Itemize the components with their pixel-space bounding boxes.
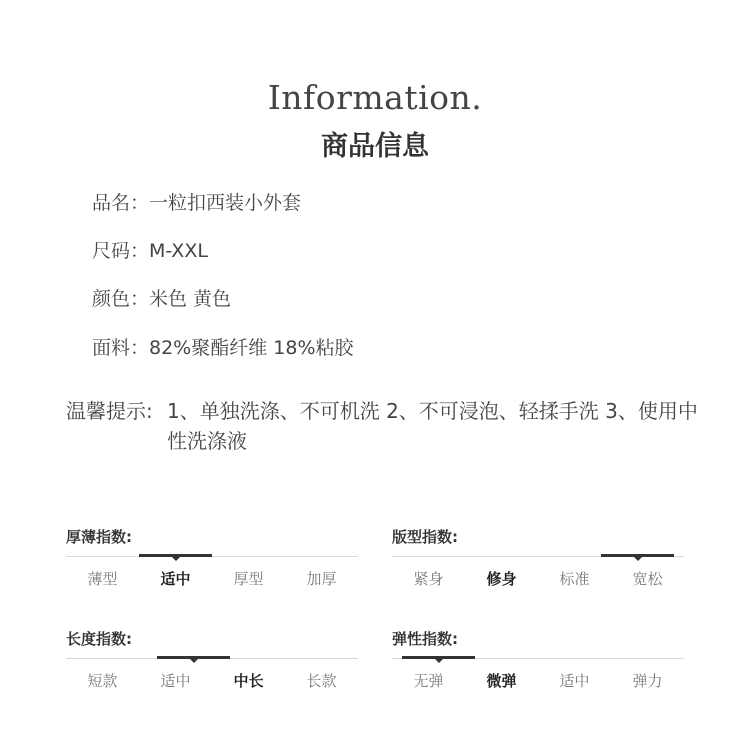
length-option: 长款 [306, 672, 337, 690]
elasticity-option: 弹力 [632, 672, 663, 690]
care-note-label: 温馨提示: [66, 399, 153, 423]
info-size: 尺码：M-XXL [92, 240, 208, 262]
elasticity-option: 适中 [559, 672, 590, 690]
elasticity-option-selected: 微弹 [486, 672, 517, 690]
thickness-option: 薄型 [87, 570, 118, 588]
fit-option: 宽松 [632, 570, 663, 588]
scale-marker [139, 554, 212, 557]
scale-marker [157, 656, 230, 659]
elasticity-scale-label: 弹性指数: [392, 630, 458, 648]
title-chinese: 商品信息 [321, 131, 429, 162]
length-scale-label: 长度指数: [66, 630, 132, 648]
fit-option: 标准 [559, 570, 590, 588]
scale-marker [402, 656, 475, 659]
thickness-option-selected: 适中 [160, 570, 191, 588]
fit-scale-label: 版型指数: [392, 528, 458, 546]
title-english: Information. [267, 78, 483, 117]
length-option: 短款 [87, 672, 118, 690]
info-fabric: 面料：82%聚酯纤维 18%粘胶 [92, 337, 354, 359]
care-note [66, 396, 706, 456]
length-option-selected: 中长 [233, 672, 264, 690]
scale-track [66, 556, 358, 557]
scale-marker [601, 554, 674, 557]
fit-option: 紧身 [413, 570, 444, 588]
elasticity-option: 无弹 [413, 672, 444, 690]
info-product-name: 品名：一粒扣西装小外套 [92, 192, 302, 214]
thickness-option: 加厚 [306, 570, 337, 588]
info-color: 颜色：米色 黄色 [92, 288, 232, 310]
thickness-option: 厚型 [233, 570, 264, 588]
care-note-text: 1、单独洗涤、不可机洗 2、不可浸泡、轻揉手洗 3、使用中性洗涤液 [167, 399, 698, 453]
fit-option-selected: 修身 [486, 570, 517, 588]
thickness-scale-label: 厚薄指数: [66, 528, 132, 546]
length-option: 适中 [160, 672, 191, 690]
